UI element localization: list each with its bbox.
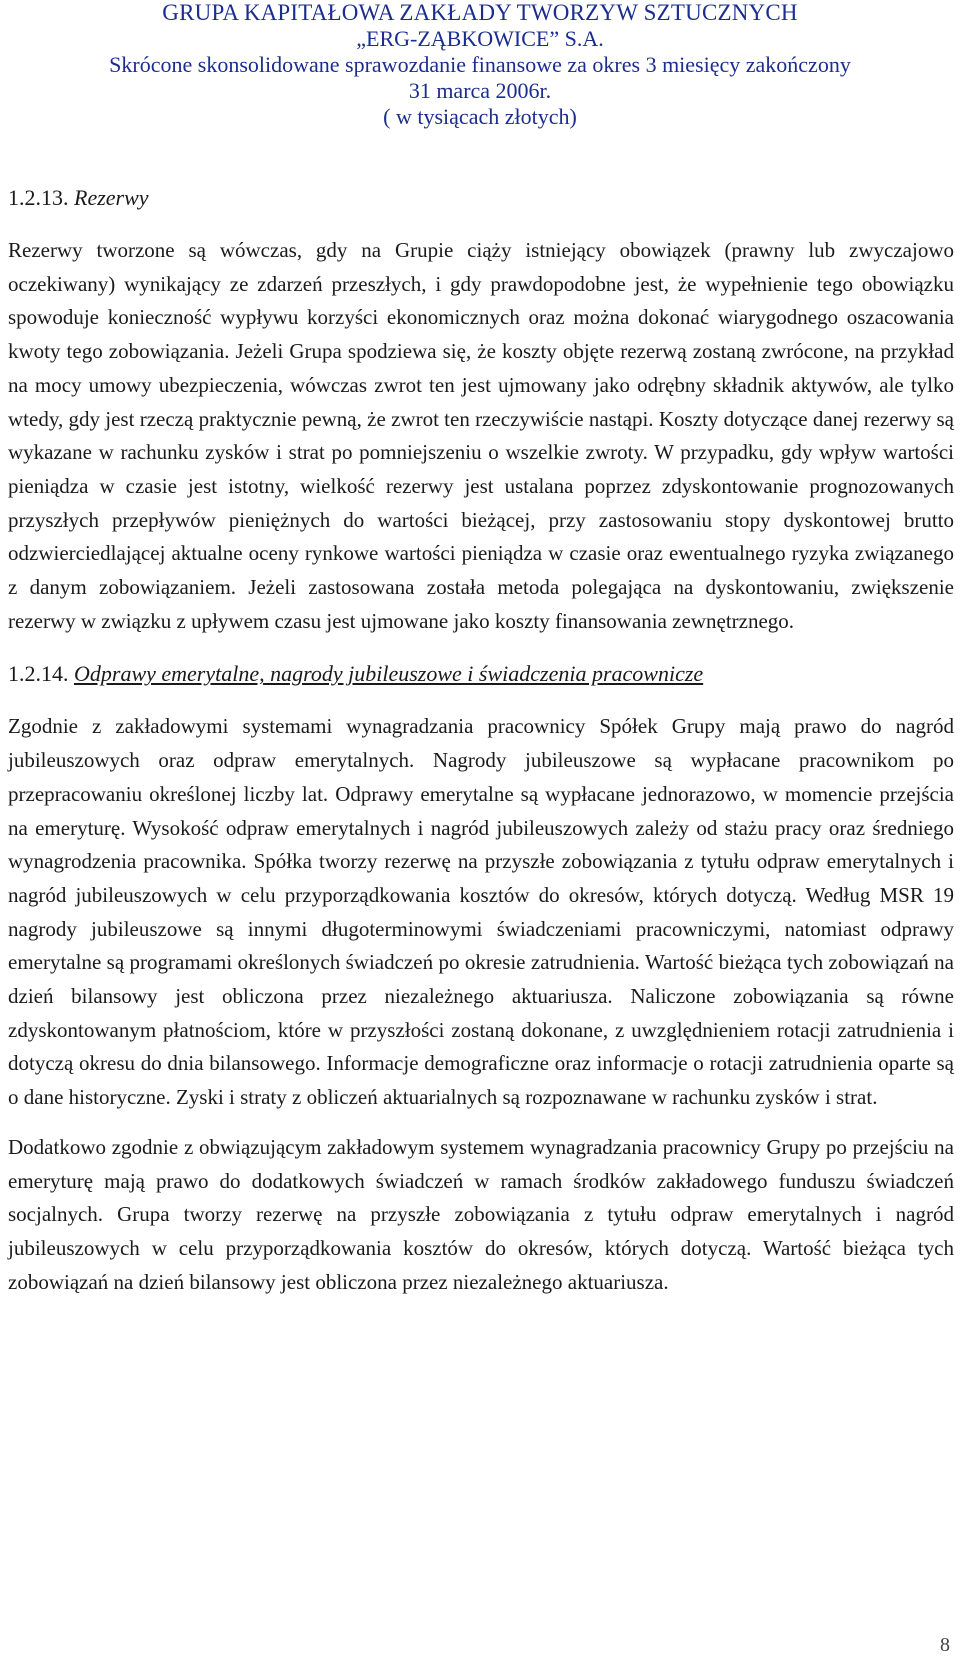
section-heading-odprawy bbox=[8, 659, 954, 689]
section-title: Odprawy emerytalne, nagrody jubileuszowe i świadczenia pracownicze bbox=[74, 661, 704, 687]
header-currency-note: ( w tysiącach złotych) bbox=[383, 104, 577, 129]
section-number: 1.2.14. bbox=[8, 661, 69, 687]
page-number: 8 bbox=[940, 1634, 950, 1656]
section-heading-rezerwy bbox=[8, 183, 954, 213]
header-report-date: 31 marca 2006r. bbox=[408, 78, 552, 103]
header-company-short: „ERG-ZĄBKOWICE” S.A. bbox=[356, 26, 604, 51]
page-header bbox=[0, 0, 960, 130]
document-body bbox=[8, 183, 954, 1299]
section-paragraph: Rezerwy tworzone są wówczas, gdy na Grupie ciąży istniejący obowiązek (prawny lub zwyczajowo oczekiwany) wynikający ze zdarzeń przeszłych, i gdy prawdopodobne jest, że wypełnienie tego obowiązku spowoduje konieczność wypływu korzyści ekonomicznych oraz można dokonać wiarygodnego oszacowania kwoty tego zobowiązania. Jeżeli Grupa spodziewa się, że koszty objęte rezerwą zostaną zwrócone, na przykład na mocy umowy ubezpieczenia, wówczas zwrot ten jest ujmowany jako odrębny składnik aktywów, ale tylko wtedy, gdy jest rzeczą praktycznie pewną, że zwrot ten rzeczywiście nastąpi. Koszty dotyczące danej rezerwy są wykazane w rachunku zysków i strat po pomniejszeniu o wszelkie zwroty. W przypadku, gdy wpływ wartości pieniądza w czasie jest istotny, wielkość rezerwy jest ustalana poprzez zdyskontowanie prognozowanych przyszłych przepływów pieniężnych do wartości bieżącej, przy zastosowaniu stopy dyskontowej brutto odzwierciedlającej aktualne oceny rynkowe wartości pieniądza w czasie oraz ewentualnego ryzyka związanego z danym zobowiązaniem. Jeżeli zastosowana została metoda polegająca na dyskontowaniu, zwiększenie rezerwy w związku z upływem czasu jest ujmowane jako koszty finansowania zewnętrznego. bbox=[8, 238, 954, 633]
section-paragraph: Dodatkowo zgodnie z obwiązującym zakładowym systemem wynagradzania pracownicy Grupy po przejściu na emeryturę mają prawo do dodatkowych świadczeń w ramach środków zakładowego funduszu świadczeń socjalnych. Grupa tworzy rezerwę na przyszłe zobowiązania z tytułu odpraw emerytalnych i nagród jubileuszowych w celu przyporządkowania kosztów do okresów, których dotyczą. Wartość bieżąca tych zobowiązań na dzień bilansowy jest obliczona przez niezależnego aktuariusza. bbox=[8, 1134, 954, 1294]
section-title: Rezerwy bbox=[74, 185, 149, 210]
section-number: 1.2.13. bbox=[8, 185, 69, 210]
section-paragraph: Zgodnie z zakładowymi systemami wynagradzania pracownicy Spółek Grupy mają prawo do nagród jubileuszowych oraz odpraw emerytalnych. Nagrody jubileuszowe są wypłacane pracownikom po przepracowaniu określonej liczby lat. Odprawy emerytalne są wypłacane jednorazowo, w momencie przejścia na emeryturę. Wysokość odpraw emerytalnych i nagród jubileuszowych zależy od stażu pracy oraz średniego wynagrodzenia pracownika. Spółka tworzy rezerwę na przyszłe zobowiązania z tytułu odpraw emerytalnych i nagród jubileuszowych w celu przyporządkowania kosztów do okresów, których dotyczą. Według MSR 19 nagrody jubileuszowe są innymi długoterminowymi świadczeniami pracowniczymi, natomiast odprawy emerytalne są programami określonych świadczeń po okresie zatrudnienia. Wartość bieżąca tych zobowiązań na dzień bilansowy jest obliczona przez niezależnego aktuariusza. Naliczone zobowiązania są równe zdyskontowanym płatnościom, które w przyszłości zostaną dokonane, z uwzględnieniem rotacji zatrudnienia i dotyczą okresu do dnia bilansowego. Informacje demograficzne oraz informacje o rotacji zatrudnienia oparte są o dane historyczne. Zyski i straty z obliczeń aktuarialnych są rozpoznawane w rachunku zysków i strat. bbox=[8, 714, 954, 1110]
header-report-title: Skrócone skonsolidowane sprawozdanie finansowe za okres 3 miesięcy zakończony bbox=[109, 52, 851, 77]
header-company-name: GRUPA KAPITAŁOWA ZAKŁADY TWORZYW SZTUCZNYCH bbox=[162, 0, 798, 25]
